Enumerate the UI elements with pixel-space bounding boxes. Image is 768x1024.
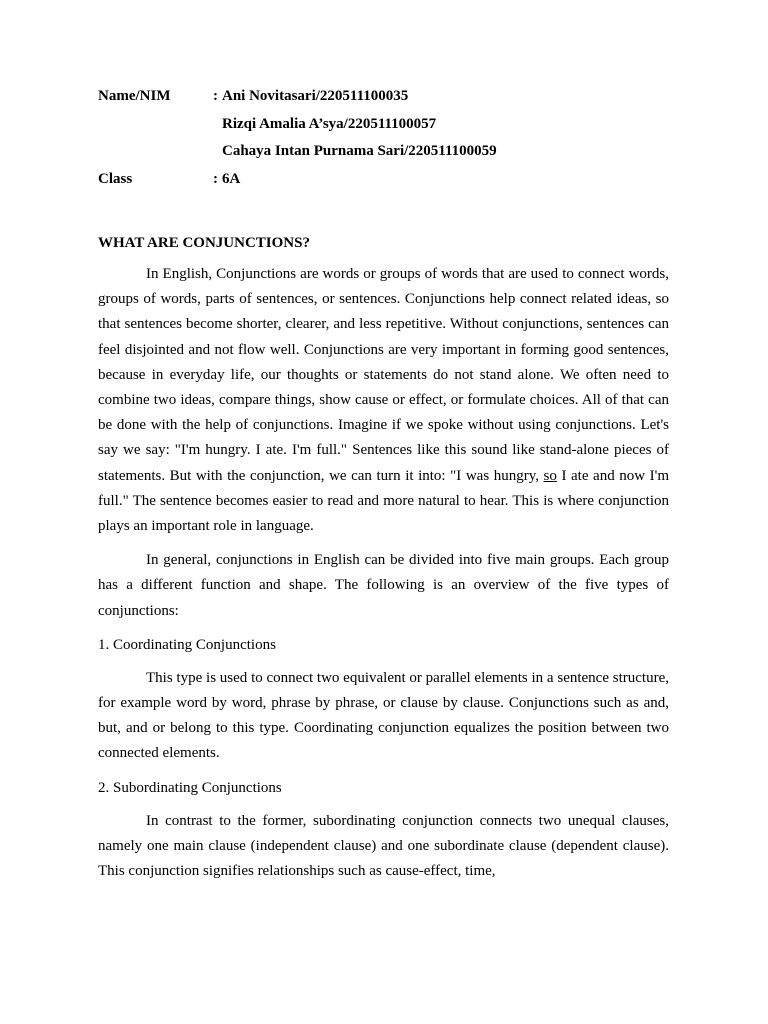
name-row	[98, 114, 678, 142]
overview-paragraph: In general, conjunctions in English can be divided into five main groups. Each group has a different function and shape. The following is an overview of the five types of conjunctions:	[98, 552, 669, 619]
section-body-coordinating: This type is used to connect two equivalent or parallel elements in a sentence structure, for example word by word, phrase by phrase, or clause by clause. Conjunctions such as and, but, and or belong to this type. Coordinating conjunction equalizes the position between two connected elements.	[98, 669, 669, 762]
section-body-subordinating: In contrast to the former, subordinating conjunction connects two unequal clauses, namely one main clause (independent clause) and one subordinate clause (dependent clause). This conjunction signifies relationships such as cause-effect, time,	[98, 812, 669, 880]
student-name-2: Rizqi Amalia A’sya/220511100057	[222, 115, 437, 132]
document-title: WHAT ARE CONJUNCTIONS?	[98, 235, 310, 251]
student-name-3: Cahaya Intan Purnama Sari/220511100059	[222, 143, 497, 159]
class-row	[98, 169, 678, 197]
section-heading-subordinating: 2. Subordinating Conjunctions	[98, 779, 282, 796]
intro-paragraph	[98, 262, 669, 539]
underlined-conjunction: so	[543, 467, 557, 484]
class-value: 6A	[222, 170, 241, 187]
intro-text-end: I ate and now I'm full." The sentence becomes easier to read and more natural to hear. This is where conjunction plays an important role in language.	[98, 467, 669, 535]
class-colon: :	[213, 170, 218, 187]
student-name-1: Ani Novitasari/220511100035	[222, 88, 409, 104]
student-info-header	[98, 86, 678, 196]
name-colon: :	[213, 88, 218, 104]
name-nim-label: Name/NIM	[98, 88, 171, 104]
document-body	[98, 233, 669, 893]
section-heading-coordinating: 1. Coordinating Conjunctions	[98, 636, 276, 653]
name-row	[98, 141, 678, 169]
name-row	[98, 86, 678, 114]
intro-text-start: In English, Conjunctions are words or groups of words that are used to connect words, groups of words, parts of sentences, or sentences. Conjunctions help connect related ideas, so that sentences become shorter, clearer, and less repetitive. Without conjunctions, sentences can feel disjointed and not flow well. Conjunctions are very important in forming good sentences, because in everyday life, our thoughts or statements do not stand alone. We often need to combine two ideas, compare things, show cause or effect, or formulate choices. All of that can be done with the help of conjunctions. Imagine if we spoke without using conjunctions. Let's say we say: "I'm hungry. I ate. I'm full." Sentences like this sound like stand-alone pieces of statements. But with the conjunction, we can turn it into: "I was hungry,	[98, 266, 669, 484]
class-label: Class	[98, 170, 133, 187]
